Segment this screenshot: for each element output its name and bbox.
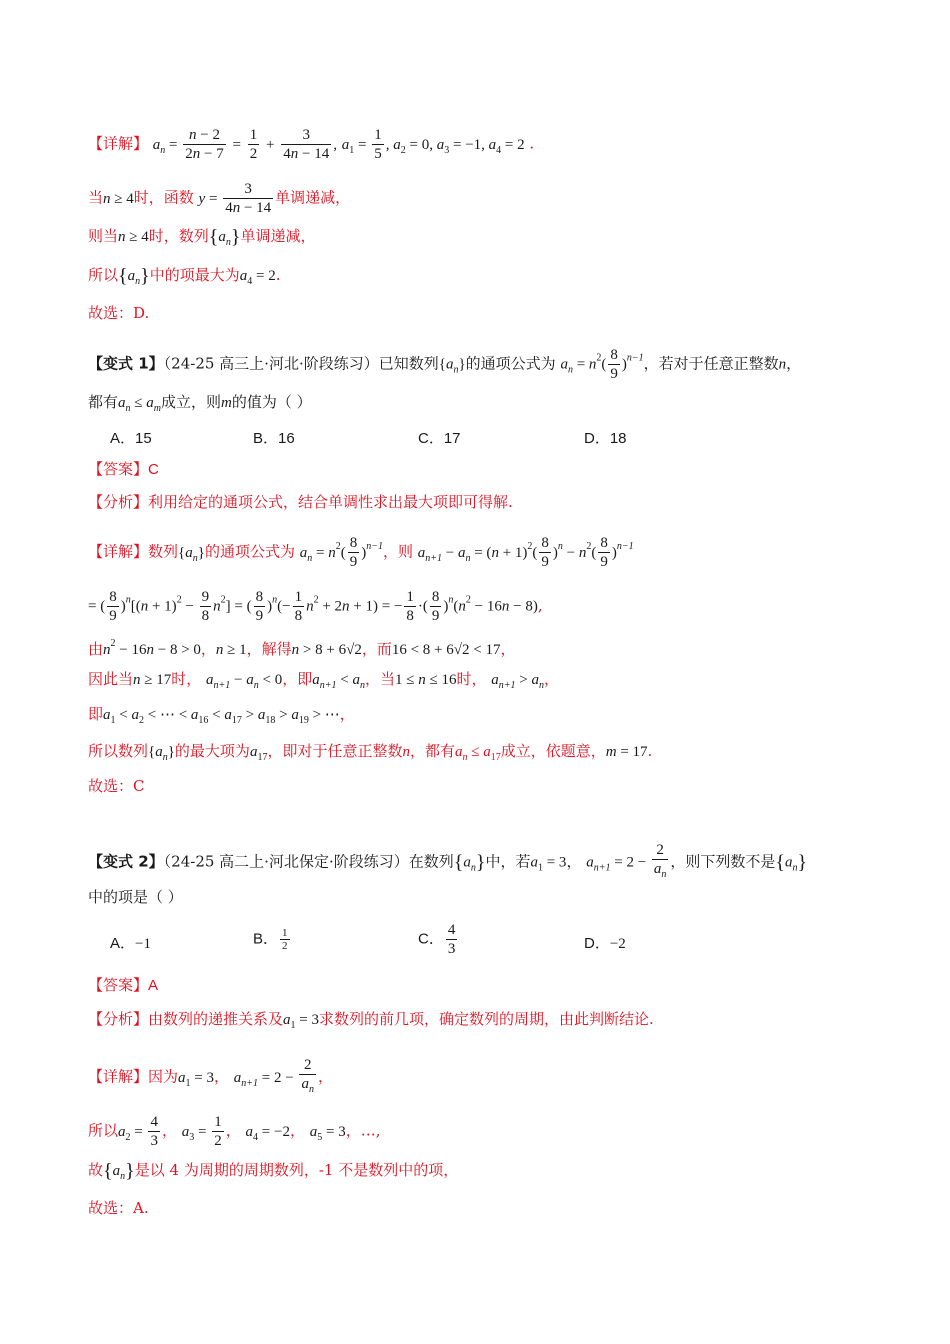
- detail-line-1: 【详解】 $a_n$ = $\frac{n - 2}{2n - 7}$ = $\frac{1}{2}$ + $\frac{3}{4n - 14}$ , $a_1$ = $\frac{1}{5}$ , $a_2 = 0$, $a_3 = -1$, $a_4 = 2$ .: [88, 127, 535, 162]
- v1-detail-line-2: = ( $\frac{8}{9}$ )$^n[(n + 1)^2$ − $\frac{9}{8}$ $n^2$] = ( $\frac{8}{9}$ )$^n$(− $\frac{1}{8}$ $n^2 + 2n + 1$) = − $\frac{1}{8}$ ·( $\frac{8}{9}$ )$^n(n^2 - 16n - 8)$,: [88, 589, 543, 624]
- variant2-stem-line-2: 中的项是（ ）: [88, 888, 183, 906]
- v1-detail-line-6: 所以数列$\{a_n\}$的最大项为$a_{17}$，即对于任意正整数n，都有$a_n \le a_{17}$成立，依题意，m = 17.: [88, 742, 653, 763]
- variant1-stem-line-1: 【变式 1】（24-25 高三上·河北·阶段练习）已知数列$\{a_n\}$的通项公式为 $a_n = n^2$( $\frac{8}{9}$ )$^{n-1}$，若对于任意正整数n，: [88, 347, 802, 382]
- v1-option-c: C．17: [418, 430, 461, 447]
- v2-option-b: B． $\frac{1}{2}$: [253, 927, 288, 952]
- variant1-stem-line-2: 都有$a_n \le a_m$成立，则m的值为（ ）: [88, 393, 312, 414]
- detail-final-d: 故选：D.: [88, 304, 150, 322]
- variant1-tag: 【变式 1】: [88, 354, 164, 373]
- v1-detail-line-1: 【详解】数列$\{a_n\}$的通项公式为 $a_n = n^2$( $\frac{8}{9}$ )$^{n-1}$，则 $a_{n+1} - a_n = (n + 1)^2$( $\frac{8}{9}$ )$^n - n^2$( $\frac{8}{9}$ )$^{n-1}$: [88, 535, 634, 570]
- v2-detail-line-3: 故$\{a_n\}$是以 4 为周期的周期数列，-1 不是数列中的项，: [88, 1160, 459, 1182]
- v1-option-d: D．18: [584, 430, 627, 447]
- v1-detail-line-5: 即$a_1 < a_2$ < ⋯ < $a_{16} < a_{17} > a_{18} > a_{19}$ > ⋯，: [88, 705, 355, 726]
- v1-analysis: 【分析】利用给定的通项公式，结合单调性求出最大项即可得解.: [88, 493, 513, 511]
- v1-final: 故选：C: [88, 777, 145, 795]
- v2-analysis: 【分析】由数列的递推关系及$a_1 = 3$求数列的前几项，确定数列的周期，由此判断结论.: [88, 1010, 654, 1031]
- detail-line-2: 当n ≥ 4时，函数 y = $\frac{3}{4n - 14}$ 单调递减，: [88, 181, 351, 216]
- formula-an-expansion: $a_n$ = $\frac{n - 2}{2n - 7}$ = $\frac{1}{2}$ + $\frac{3}{4n - 14}$ , $a_1$ = $\frac{1}{5}$ , $a_2 = 0$, $a_3 = -1$, $a_4 = 2$: [152, 127, 525, 162]
- v2-detail-line-2: 所以$a_2$ = $\frac{4}{3}$ ， $a_3$ = $\frac{1}{2}$ ， $a_4 = -2$， $a_5 = 3$，…,: [88, 1114, 381, 1149]
- detail-line-4: 所以$\{a_n\}$中的项最大为$a_4 = 2$.: [88, 265, 281, 287]
- v2-answer: 【答案】A: [88, 976, 159, 994]
- v1-answer: 【答案】C: [88, 460, 159, 478]
- v2-option-d: D．−2: [584, 935, 626, 952]
- variant2-stem-line-1: 【变式 2】（24-25 高二上·河北保定·阶段练习）在数列$\{a_n\}$中，若$a_1 = 3$， $a_{n+1} = 2$ − $\frac{2}{a_n}$ ，则下列数不是$\{a_n\}$: [88, 842, 808, 880]
- variant2-tag: 【变式 2】: [88, 852, 164, 871]
- v2-detail-line-1: 【详解】因为$a_1 = 3$， $a_{n+1} = 2$ − $\frac{2}{a_n}$ ，: [88, 1057, 333, 1095]
- v2-option-c: C． $\frac{4}{3}$: [418, 922, 456, 957]
- detail-line-3: 则当n ≥ 4时，数列$\{a_n\}$单调递减，: [88, 226, 316, 248]
- v2-final: 故选：A.: [88, 1199, 149, 1217]
- v2-option-a: A．−1: [110, 935, 151, 952]
- v1-detail-line-3: 由$n^2 - 16n - 8 > 0$，n ≥ 1，解得n > 8 + 6√2，而16 < 8 + 6√2 < 17，: [88, 638, 516, 658]
- v1-option-a: A．15: [110, 430, 152, 447]
- v1-option-b: B．16: [253, 430, 295, 447]
- v1-detail-line-4: 因此当n ≥ 17时， $a_{n+1} - a_n < 0$，即$a_{n+1} < a_n$，当1 ≤ n ≤ 16时， $a_{n+1} > a_n$，: [88, 670, 559, 691]
- detail-tag: 【详解】: [88, 134, 149, 153]
